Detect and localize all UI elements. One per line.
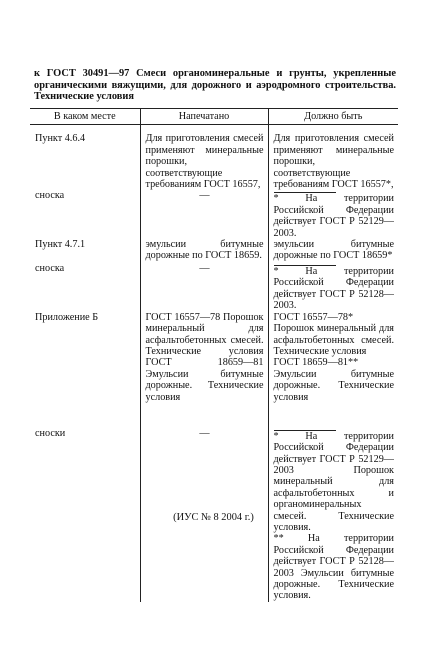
cell-place: сноска	[35, 190, 65, 202]
cell-place: сноски	[35, 427, 66, 439]
cell-printed: ГОСТ 16557—78 Порошок минеральный для асфальтобетонных смесей. Технические условия ГОСТ 18659—81 Эмульсии битумные дорожные. Технические условия	[140, 312, 268, 428]
errata-table	[30, 108, 398, 602]
cell-should-be	[268, 263, 398, 312]
gost-title-line: Порошок минеральный для асфальтобетонных смесей. Технические условия	[273, 323, 394, 357]
gost-line: ГОСТ 16557—78*	[273, 311, 354, 323]
gost-title-line: Эмульсии битумные дорожные. Технические условия	[273, 368, 394, 403]
footnote-text: * На территории Российской Федерации действует ГОСТ Р 52129—2003 Порошок минеральный для асфальтобетонных и органоминеральных смесей. Технические условия.	[273, 430, 394, 533]
errata-heading: к ГОСТ 30491—97 Смеси органоминеральные и грунты, укрепленные органическими вяжущими, для дорожного и аэродромного строительства. Технические условия	[34, 68, 396, 103]
cell-printed: Для приготовления смесей применяют минеральные порошки, соответствующие требованиям ГОСТ 16557,	[140, 125, 268, 191]
dash-mark: —	[199, 263, 210, 275]
footnote-text: ** На территории Российской Федерации действует ГОСТ Р 52128—2003 Эмульсии битумные дорожные. Технические условия.	[273, 533, 394, 602]
column-header-printed: Напечатано	[140, 109, 268, 125]
cell-should-be	[268, 190, 398, 239]
cell-place: Пункт 4.6.4	[35, 133, 86, 145]
table-row	[30, 312, 398, 428]
cell-place: сноска	[35, 263, 65, 275]
issue-reference: (ИУС № 8 2004 г.)	[173, 512, 254, 523]
table-row	[30, 125, 398, 191]
cell-should-be	[268, 312, 398, 428]
footnote-text: * На территории Российской Федерации действует ГОСТ Р 52128—2003.	[273, 266, 394, 312]
cell-place: Приложение Б	[35, 311, 99, 323]
gost-line: ГОСТ 18659—81**	[273, 357, 359, 369]
table-row	[30, 263, 398, 312]
table-header-row	[30, 109, 398, 125]
dash-mark: —	[199, 190, 210, 202]
cell-printed	[140, 263, 268, 312]
cell-should-be: эмульсии битумные дорожные по ГОСТ 18659*	[268, 239, 398, 263]
cell-place: Пункт 4.7.1	[35, 239, 86, 251]
table-row	[30, 190, 398, 239]
table-row	[30, 239, 398, 263]
dash-mark: —	[199, 427, 210, 439]
cell-printed	[140, 190, 268, 239]
column-header-should-be: Должно быть	[268, 109, 398, 125]
footnote-text: * На территории Российской Федерации действует ГОСТ Р 52129—2003.	[273, 193, 394, 239]
column-header-place: В каком месте	[30, 109, 140, 125]
cell-printed: эмульсии битумные дорожные по ГОСТ 18659.	[140, 239, 268, 263]
cell-should-be: Для приготовления смесей применяют минеральные порошки, соответствующие требованиям ГОСТ 16557*,	[268, 125, 398, 191]
